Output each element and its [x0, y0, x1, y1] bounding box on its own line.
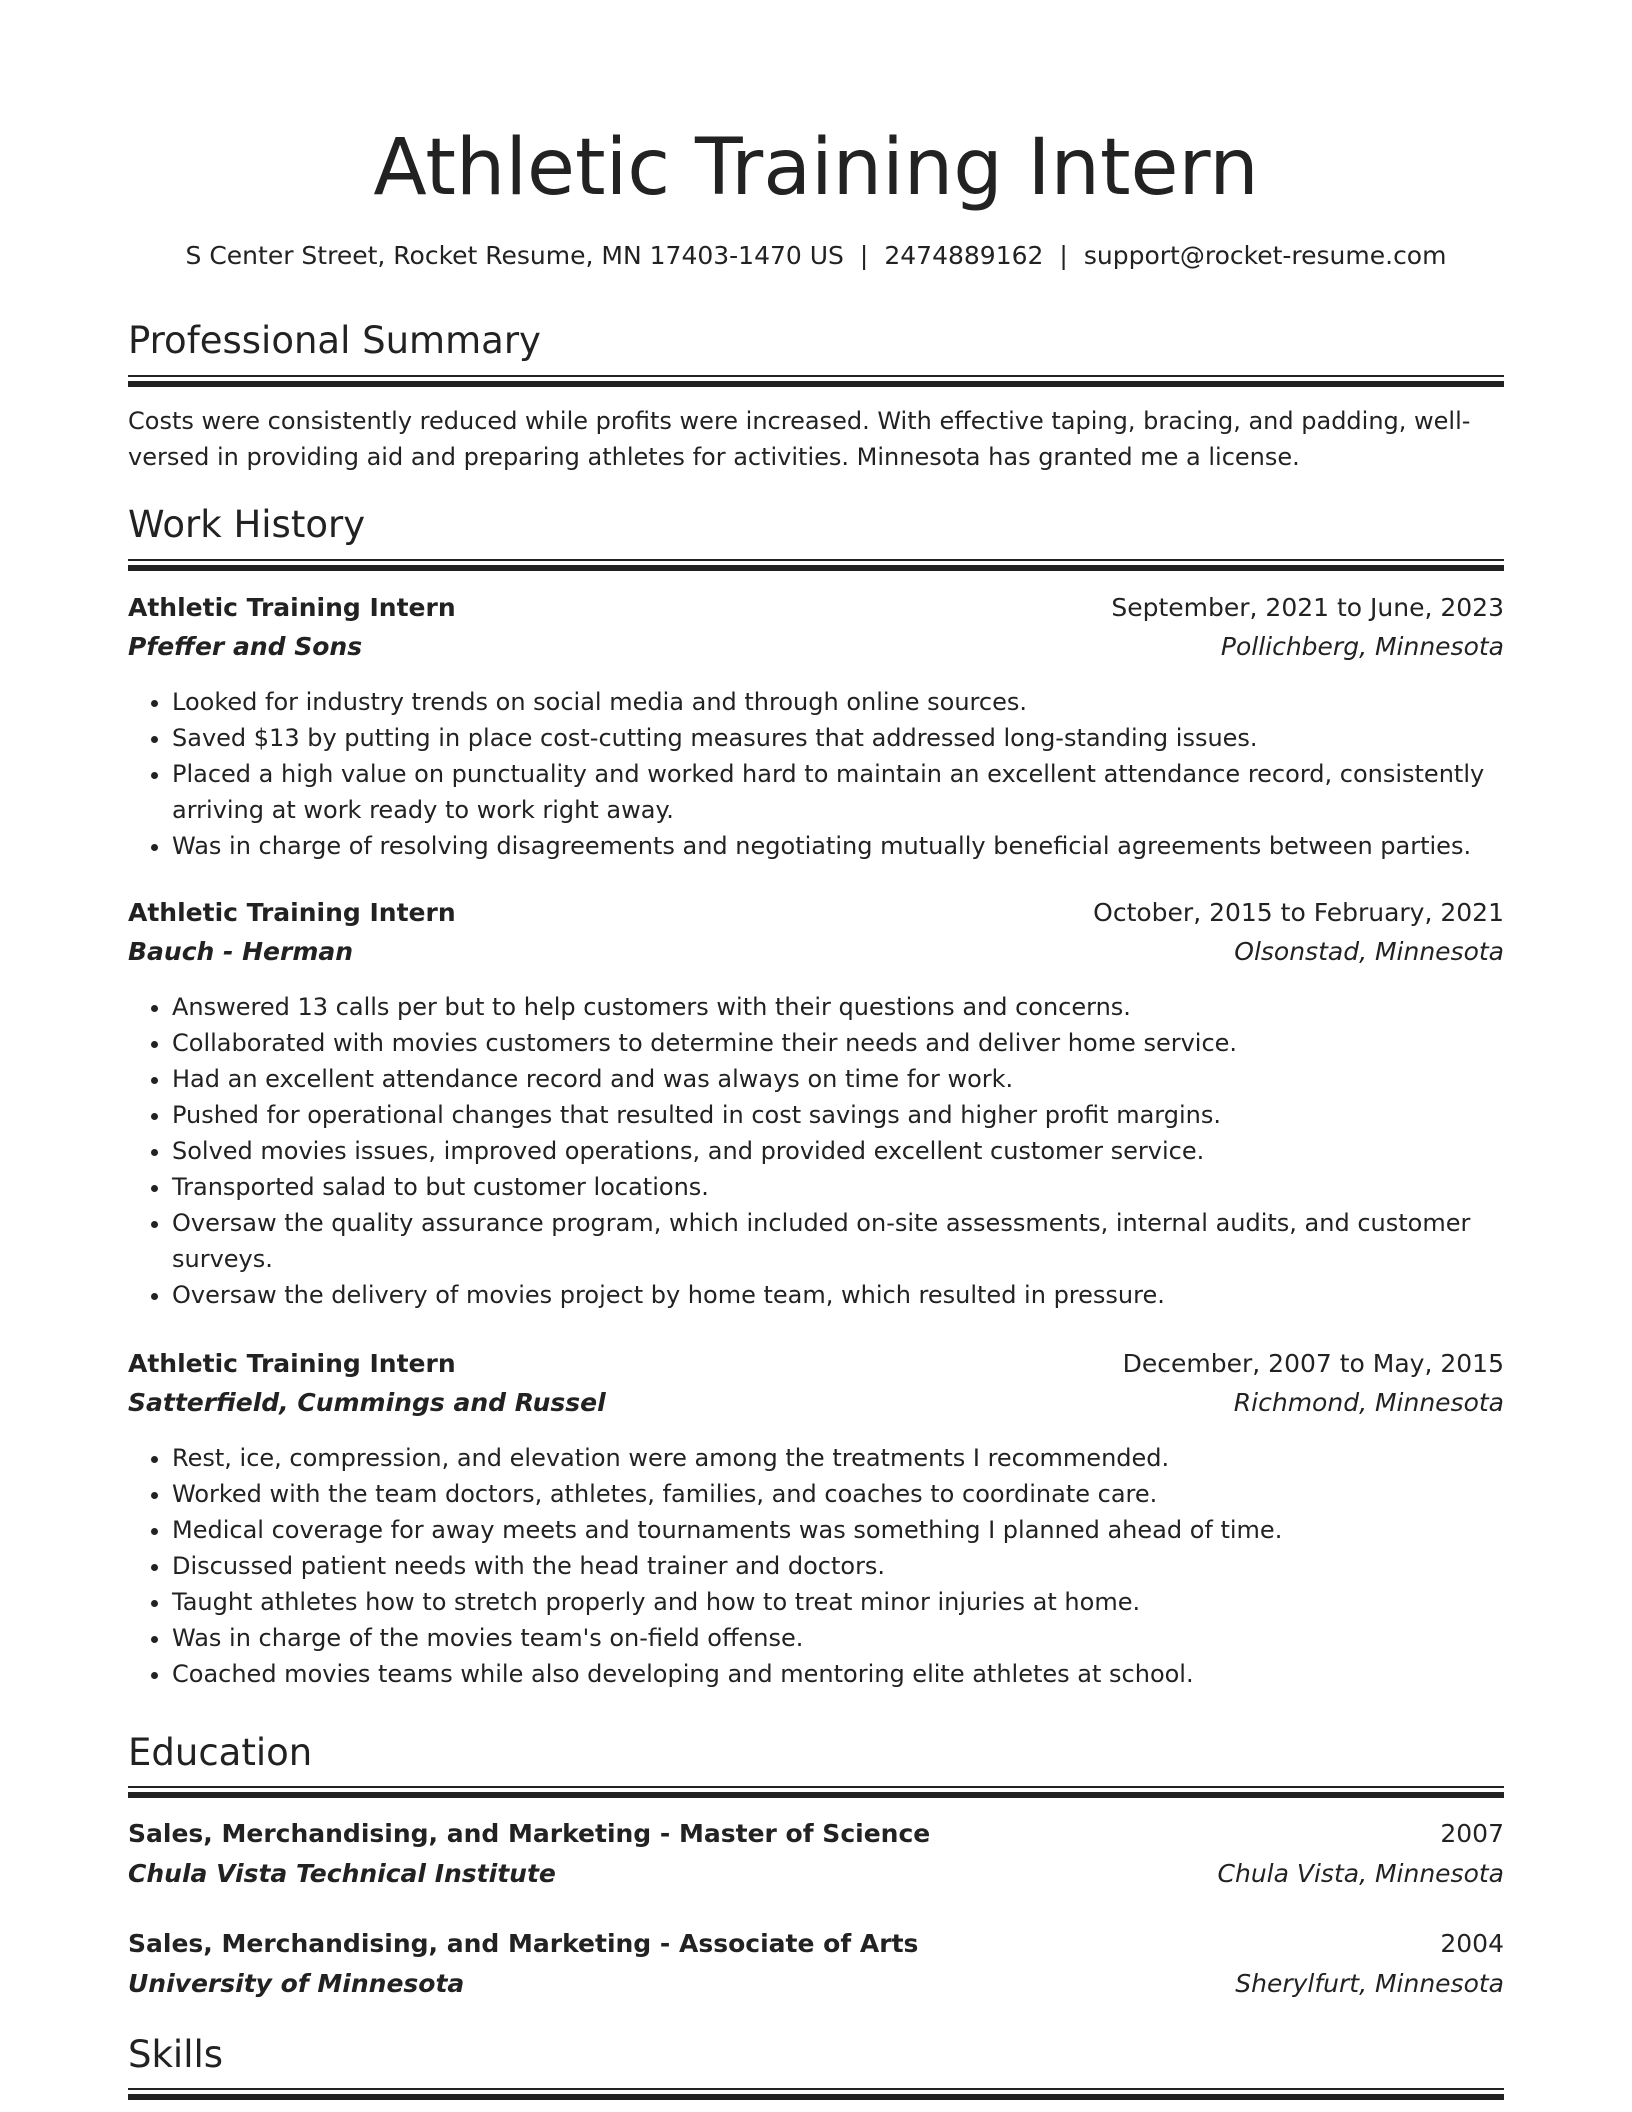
- job-dates: September, 2021 to June, 2023: [1111, 593, 1504, 622]
- list-item: • Coached movies teams while also developing and mentoring elite athletes at school.: [172, 1656, 1504, 1692]
- contact-phone[interactable]: 2474889162: [884, 241, 1044, 270]
- job-company-row: [128, 628, 1504, 666]
- job-dates: October, 2015 to February, 2021: [1093, 898, 1504, 927]
- job-role: Athletic Training Intern: [128, 1349, 456, 1378]
- education-degree: Sales, Merchandising, and Marketing - Associate of Arts: [128, 1929, 919, 1958]
- job-company: Satterfield, Cummings and Russel: [128, 1388, 606, 1417]
- list-item: • Collaborated with movies customers to determine their needs and deliver home service.: [172, 1025, 1504, 1061]
- education-degree-row: [128, 1815, 1504, 1853]
- list-item: • Answered 13 calls per but to help customers with their questions and concerns.: [172, 989, 1504, 1025]
- list-item: • Looked for industry trends on social media and through online sources.: [172, 684, 1504, 720]
- resume-name: Athletic Training Intern: [373, 123, 1259, 213]
- job-role: Athletic Training Intern: [128, 898, 456, 927]
- education-school: University of Minnesota: [128, 1969, 465, 1998]
- job-bullets: [128, 989, 1504, 1313]
- job-location: Olsonstad, Minnesota: [1234, 937, 1504, 966]
- section-divider: [128, 559, 1504, 571]
- section-title-work: Work History: [128, 503, 366, 546]
- contact-separator: |: [859, 241, 869, 270]
- job-company: Bauch - Herman: [128, 937, 354, 966]
- education-degree-row: [128, 1925, 1504, 1963]
- job-location: Pollichberg, Minnesota: [1220, 632, 1504, 661]
- education-location: Sherylfurt, Minnesota: [1235, 1969, 1504, 1998]
- job-company-row: [128, 1384, 1504, 1422]
- education-year: 2007: [1440, 1819, 1504, 1848]
- education-year: 2004: [1440, 1929, 1504, 1958]
- contact-address: S Center Street, Rocket Resume, MN 17403-1470 US: [185, 241, 844, 270]
- job-dates: December, 2007 to May, 2015: [1122, 1349, 1504, 1378]
- section-title-summary: Professional Summary: [128, 319, 541, 362]
- list-item: • Discussed patient needs with the head trainer and doctors.: [172, 1548, 1504, 1584]
- contact-separator: |: [1059, 241, 1068, 270]
- section-divider: [128, 1786, 1504, 1798]
- contact-email[interactable]: support@rocket-resume.com: [1083, 241, 1447, 270]
- contact-line: [128, 238, 1504, 274]
- list-item: • Rest, ice, compression, and elevation were among the treatments I recommended.: [172, 1440, 1504, 1476]
- education-location: Chula Vista, Minnesota: [1217, 1859, 1504, 1888]
- job-company: Pfeffer and Sons: [128, 632, 363, 661]
- job-company-row: [128, 933, 1504, 971]
- list-item: • Transported salad to but customer locations.: [172, 1169, 1504, 1205]
- list-item: • Oversaw the delivery of movies project by home team, which resulted in pressure.: [172, 1277, 1504, 1313]
- list-item: • Pushed for operational changes that resulted in cost savings and higher profit margins.: [172, 1097, 1504, 1133]
- list-item: • Oversaw the quality assurance program, which included on-site assessments, internal audits, and customer surveys.: [172, 1205, 1504, 1277]
- list-item: • Had an excellent attendance record and was always on time for work.: [172, 1061, 1504, 1097]
- list-item: • Saved $13 by putting in place cost-cutting measures that addressed long-standing issues.: [172, 720, 1504, 756]
- education-degree: Sales, Merchandising, and Marketing - Master of Science: [128, 1819, 931, 1848]
- list-item: • Was in charge of the movies team's on-field offense.: [172, 1620, 1504, 1656]
- list-item: • Medical coverage for away meets and tournaments was something I planned ahead of time.: [172, 1512, 1504, 1548]
- job-location: Richmond, Minnesota: [1233, 1388, 1504, 1417]
- job-bullets: [128, 1440, 1504, 1692]
- list-item: • Placed a high value on punctuality and worked hard to maintain an excellent attendance record, consistently arriving at work ready to work right away.: [172, 756, 1504, 828]
- job-role: Athletic Training Intern: [128, 593, 456, 622]
- list-item: • Taught athletes how to stretch properly and how to treat minor injuries at home.: [172, 1584, 1504, 1620]
- section-title-education: Education: [128, 1731, 313, 1774]
- job-bullets: [128, 684, 1504, 864]
- section-divider: [128, 375, 1504, 387]
- list-item: • Worked with the team doctors, athletes, families, and coaches to coordinate care.: [172, 1476, 1504, 1512]
- section-title-skills: Skills: [128, 2033, 224, 2076]
- section-divider: [128, 2088, 1504, 2100]
- education-school-row: [128, 1965, 1504, 2003]
- job-title-row: [128, 1345, 1504, 1383]
- job-title-row: [128, 589, 1504, 627]
- education-school-row: [128, 1855, 1504, 1893]
- summary-text: Costs were consistently reduced while profits were increased. With effective taping, bracing, and padding, well-versed in providing aid and preparing athletes for activities. Minnesota has granted me a license.: [128, 407, 1471, 471]
- job-title-row: [128, 894, 1504, 932]
- list-item: • Was in charge of resolving disagreements and negotiating mutually beneficial agreements between parties.: [172, 828, 1504, 864]
- list-item: • Solved movies issues, improved operations, and provided excellent customer service.: [172, 1133, 1504, 1169]
- education-school: Chula Vista Technical Institute: [128, 1859, 556, 1888]
